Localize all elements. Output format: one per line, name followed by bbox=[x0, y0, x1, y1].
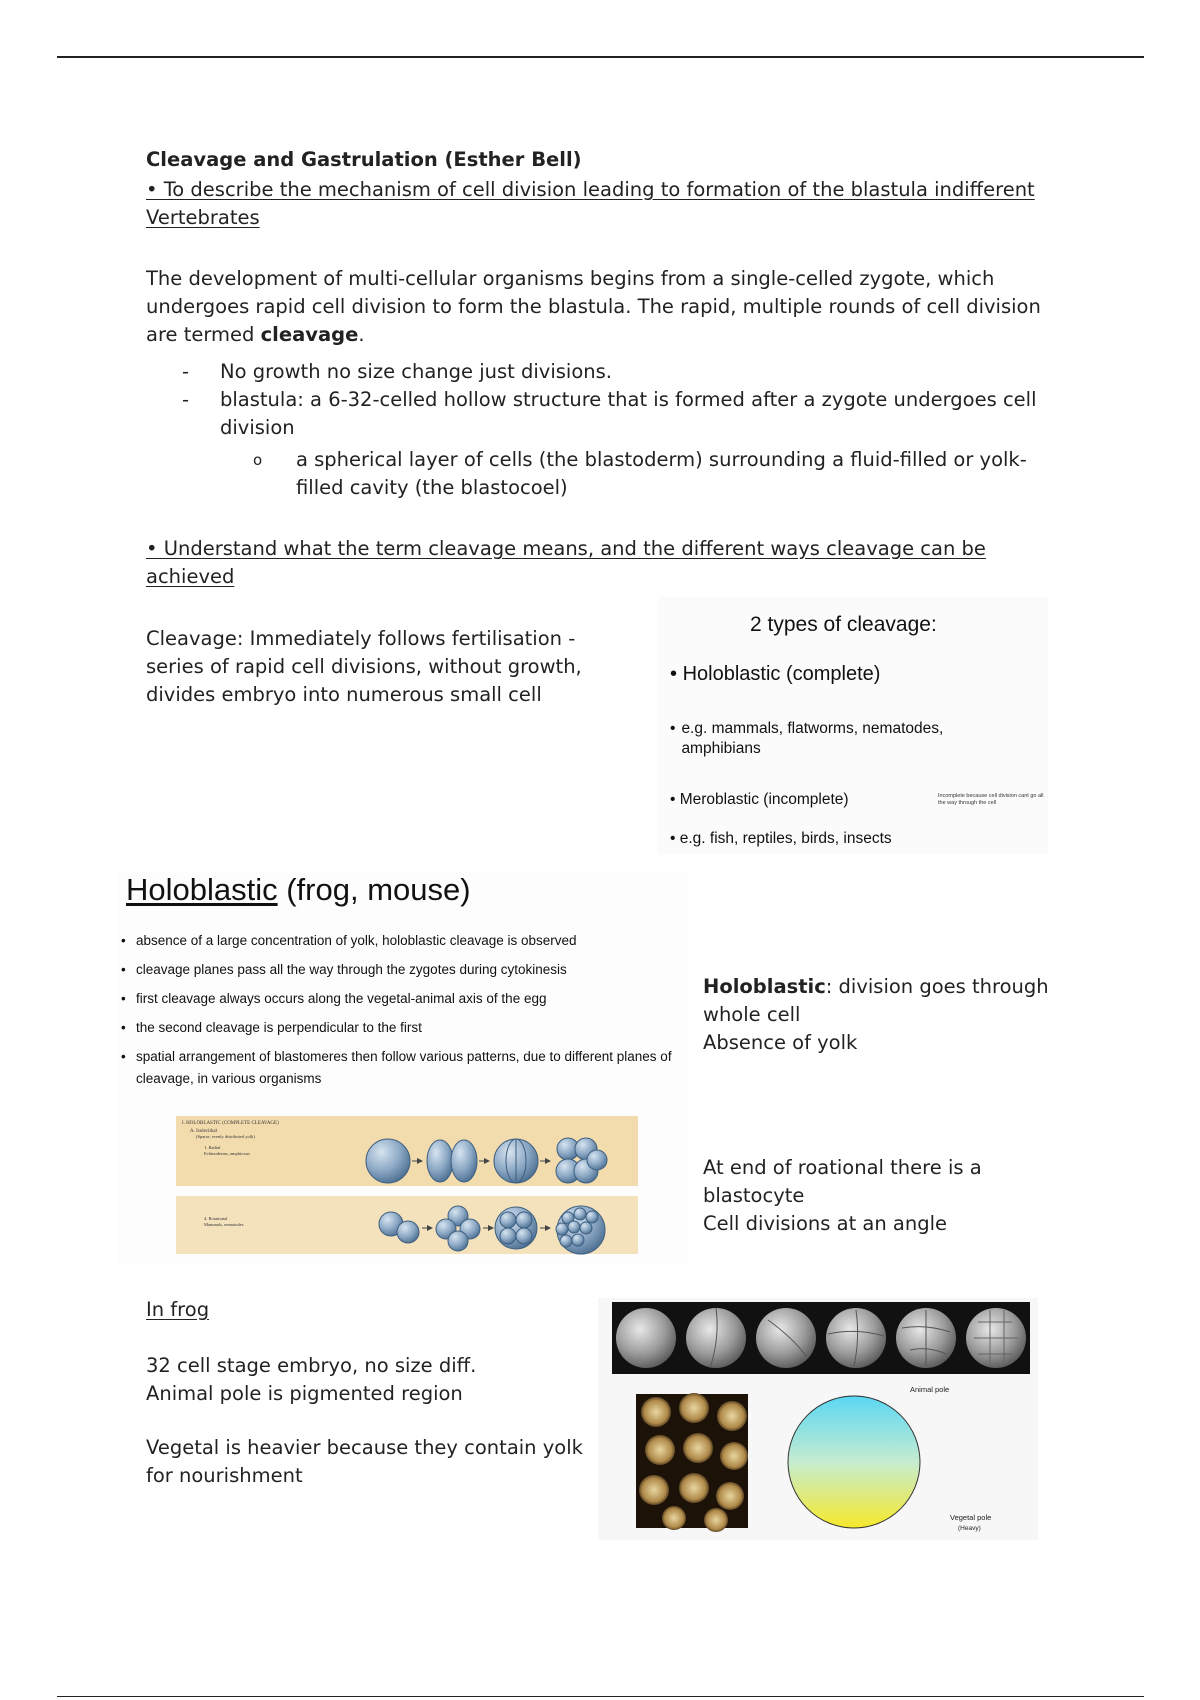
rotational-eight-cell bbox=[495, 1207, 537, 1249]
objective-2: • Understand what the term cleavage means, and the different ways cleavage can be achieved bbox=[146, 537, 986, 588]
list-item bbox=[180, 386, 1060, 442]
objective-1: • To describe the mechanism of cell division leading to formation of the blastula indifferent Vertebrates bbox=[146, 178, 1035, 229]
page-title: Cleavage and Gastrulation (Esther Bell) bbox=[146, 148, 582, 171]
holoblastic-note-line2: Absence of yolk bbox=[703, 1031, 858, 1054]
blastocyst bbox=[556, 1206, 605, 1254]
intro-paragraph bbox=[146, 265, 1066, 349]
frog-line2: Animal pole is pigmented region bbox=[146, 1382, 463, 1405]
slide-bullet-text: Holoblastic (complete) bbox=[682, 663, 881, 685]
holoblastic-slide-title bbox=[126, 872, 471, 908]
top-rule bbox=[57, 56, 1144, 58]
cleavage-pattern-figure bbox=[176, 1116, 646, 1260]
vegetal-pole-label: Vegetal pole bbox=[950, 1513, 992, 1522]
slide-bullet-text: e.g. fish, reptiles, birds, insects bbox=[679, 830, 892, 847]
bottom-rule bbox=[57, 1696, 1144, 1697]
frog-embryo-svg bbox=[598, 1298, 1038, 1540]
list-item bbox=[180, 358, 1060, 386]
intro-text-end: . bbox=[358, 323, 365, 346]
frog-line1: 32 cell stage embryo, no size diff. bbox=[146, 1354, 477, 1377]
zygote-cell bbox=[366, 1139, 410, 1183]
intro-text: The development of multi-cellular organisms begins from a single-celled zygote, which undergoes rapid cell division to form the blastula. The rapid, multiple rounds of cell division are termed bbox=[146, 267, 1041, 346]
vegetal-pole-sublabel: (Heavy) bbox=[958, 1525, 981, 1532]
bullet-text: first cleavage always occurs along the vegetal-animal axis of the egg bbox=[136, 991, 547, 1006]
slide-bullet: • e.g. mammals, flatworms, nematodes, amphibians bbox=[670, 719, 1000, 759]
bullet-marker: - bbox=[182, 388, 190, 411]
holoblastic-slide bbox=[118, 872, 688, 1264]
intro-bullets bbox=[180, 358, 1060, 442]
figure-label-a-sub: (Sparse, evenly distributed yolk) bbox=[196, 1134, 255, 1139]
four-cell-stage bbox=[494, 1139, 538, 1183]
frog-notes bbox=[146, 1352, 596, 1490]
list-item: • the second cleavage is perpendicular to the first bbox=[121, 1020, 422, 1035]
sub-bullet bbox=[253, 446, 1053, 502]
figure-label-rotational: 4. Rotational bbox=[204, 1216, 228, 1221]
figure-label-a: A. Isolecithal bbox=[190, 1129, 217, 1134]
sub-bullet-text: a spherical layer of cells (the blastoderm) surrounding a fluid-filled or yolk-filled cavity (the blastocoel) bbox=[296, 448, 1027, 499]
sub-bullet-marker: o bbox=[253, 451, 263, 469]
animal-vegetal-axis-diagram bbox=[788, 1396, 920, 1528]
bullet-text: No growth no size change just divisions. bbox=[220, 360, 612, 383]
rotational-note-line2: Cell divisions at an angle bbox=[703, 1212, 948, 1235]
bullet-text: spatial arrangement of blastomeres then follow various patterns, due to different planes of cleavage, in various organisms bbox=[136, 1049, 672, 1086]
bullet-marker: - bbox=[182, 360, 190, 383]
slide-bullet: • Meroblastic (incomplete) bbox=[670, 791, 849, 808]
slide-bullet-text: e.g. mammals, flatworms, nematodes, amphibians bbox=[681, 720, 944, 757]
cleavage-definition: Cleavage: Immediately follows fertilisation - series of rapid cell divisions, without growth, divides embryo into numerous small cell bbox=[146, 627, 582, 706]
list-item: • first cleavage always occurs along the vegetal-animal axis of the egg bbox=[121, 991, 547, 1006]
cleavage-types-slide bbox=[658, 597, 1048, 855]
title-underlined: Holoblastic bbox=[126, 872, 278, 907]
figure-header: I. HOLOBLASTIC (COMPLETE CLEAVAGE) bbox=[182, 1121, 279, 1126]
slide-bullet-text: Meroblastic (incomplete) bbox=[679, 791, 849, 808]
holoblastic-note bbox=[703, 973, 1063, 1057]
rotational-note bbox=[703, 1154, 993, 1238]
list-item: • spatial arrangement of blastomeres then follow various patterns, due to different planes of cleavage, in various organisms bbox=[121, 1049, 672, 1086]
bullet-text: blastula: a 6-32-celled hollow structure that is formed after a zygote undergoes cell division bbox=[220, 388, 1037, 439]
slide-title: 2 types of cleavage: bbox=[750, 613, 937, 636]
list-item: • cleavage planes pass all the way through the zygotes during cytokinesis bbox=[121, 962, 567, 977]
slide-bullet: • Holoblastic (complete) bbox=[670, 663, 881, 685]
bullet-text: the second cleavage is perpendicular to the first bbox=[136, 1020, 422, 1035]
bullet-text: absence of a large concentration of yolk, holoblastic cleavage is observed bbox=[136, 933, 577, 948]
slide-note: Incomplete because cell division cant go all the way through the cell bbox=[938, 793, 1044, 806]
figure-label-radial-sub: Echinoderms, amphioxus bbox=[204, 1151, 250, 1156]
title-rest: (frog, mouse) bbox=[277, 872, 471, 907]
animal-pole-label: Animal pole bbox=[910, 1385, 950, 1394]
list-item: • absence of a large concentration of yolk, holoblastic cleavage is observed bbox=[121, 933, 577, 948]
holoblastic-bullets bbox=[118, 926, 688, 1090]
figure-label-rotational-sub: Mammals, nematodes bbox=[204, 1222, 244, 1227]
holoblastic-note-term: Holoblastic bbox=[703, 975, 826, 998]
holoblastic-note-text: : division goes through whole cell bbox=[703, 975, 1049, 1026]
slide-bullet: • e.g. fish, reptiles, birds, insects bbox=[670, 830, 892, 847]
rotational-note-line1: At end of roational there is a blastocyte bbox=[703, 1156, 982, 1207]
frog-heading: In frog bbox=[146, 1298, 210, 1321]
frog-line3: Vegetal is heavier because they contain yolk for nourishment bbox=[146, 1436, 583, 1487]
bullet-text: cleavage planes pass all the way through the zygotes during cytokinesis bbox=[136, 962, 567, 977]
intro-bold-term: cleavage bbox=[260, 323, 359, 346]
frog-embryo-figure bbox=[598, 1298, 1038, 1540]
figure-label-radial: 1. Radial bbox=[204, 1145, 221, 1150]
